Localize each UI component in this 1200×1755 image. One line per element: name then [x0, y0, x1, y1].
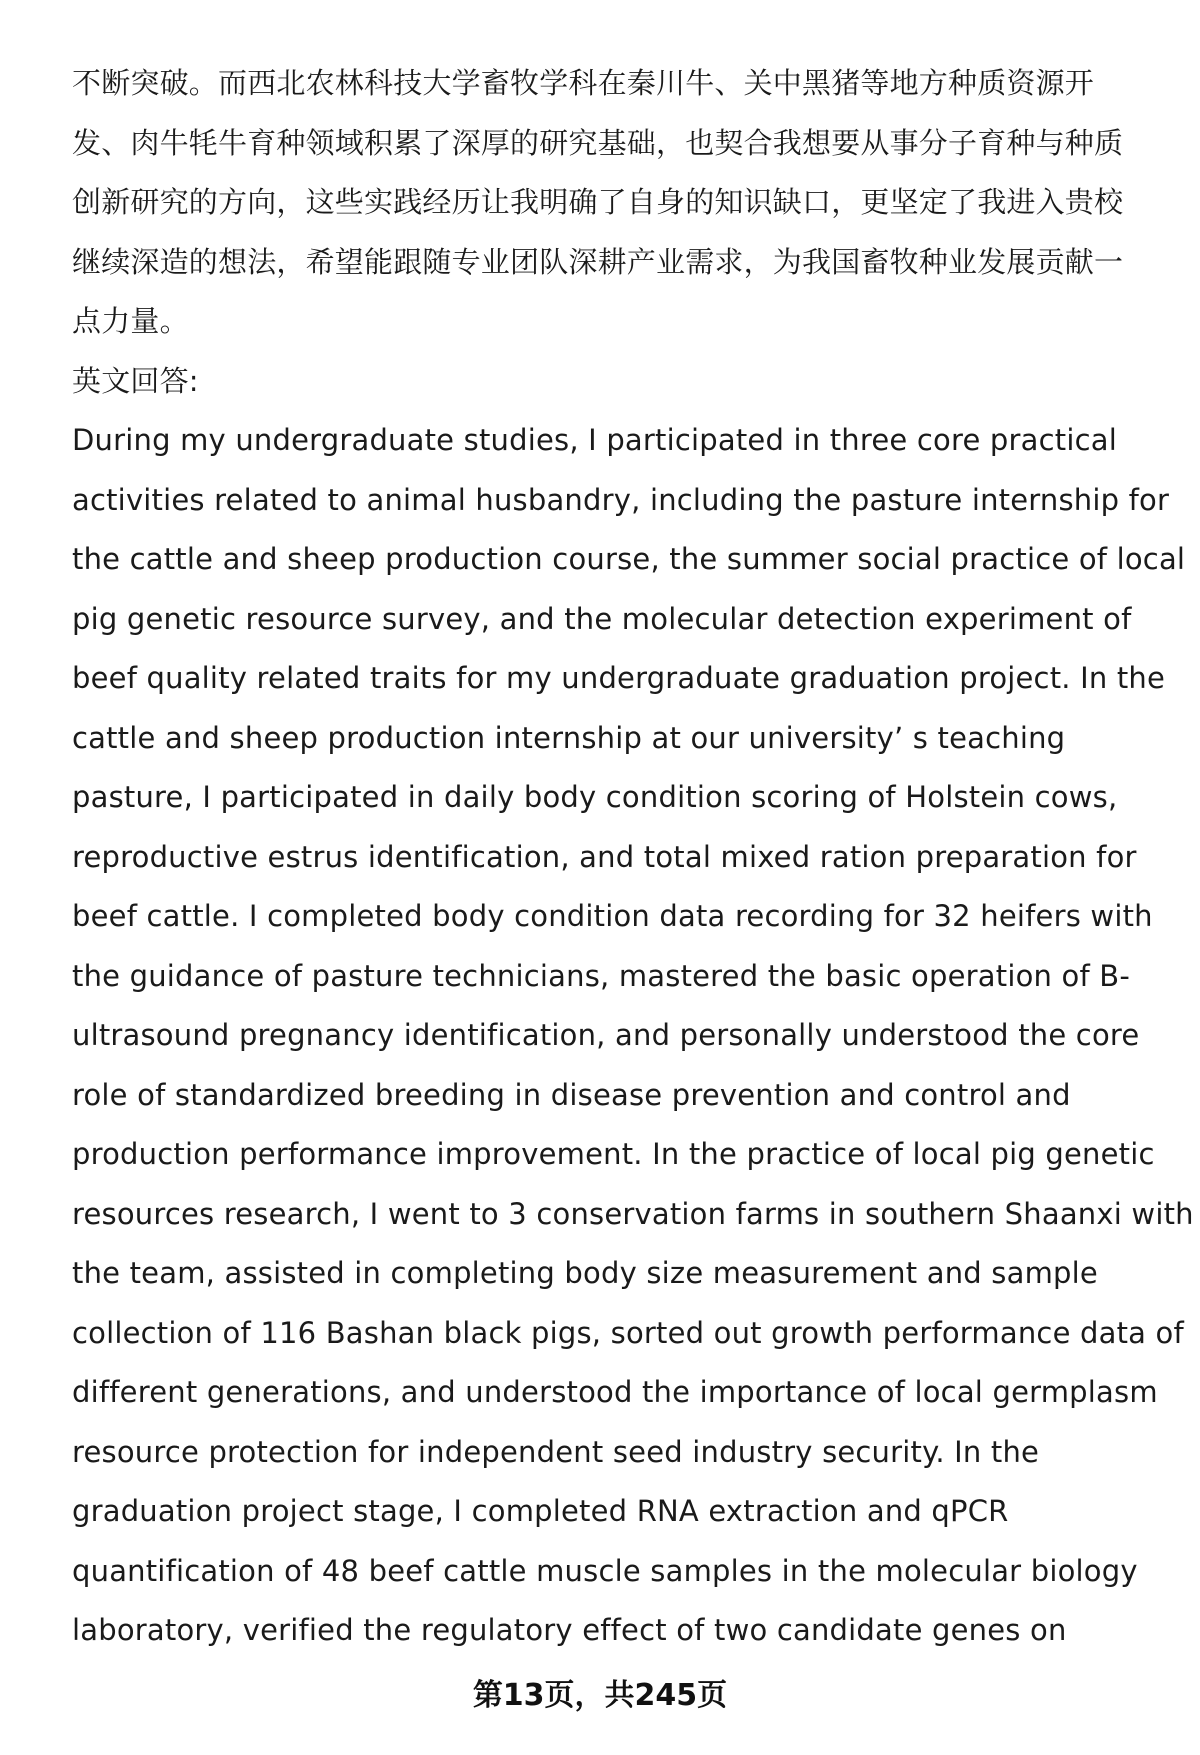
text-line: 点力量。	[72, 304, 189, 338]
text-line: the cattle and sheep production course, the summer social practice of local	[72, 542, 1186, 576]
text-line: resources research, I went to 3 conservation farms in southern Shaanxi with	[72, 1196, 1194, 1231]
text-line: collection of 116 Bashan black pigs, sorted out growth performance data of	[72, 1315, 1184, 1350]
page-number-footer: 第13页，共245页	[472, 1678, 728, 1713]
text-line: 继续深造的想法，希望能跟随专业团队深耕产业需求，为我国畜牧种业发展贡献一	[72, 244, 1124, 279]
text-line: pig genetic resource survey, and the molecular detection experiment of	[72, 601, 1132, 636]
text-line: production performance improvement. In the practice of local pig genetic	[72, 1137, 1155, 1171]
text-line: the team, assisted in completing body size measurement and sample	[72, 1256, 1098, 1290]
page-body-text	[72, 54, 1194, 1661]
text-line: beef cattle. I completed body condition data recording for 32 heifers with	[72, 899, 1153, 933]
text-line: pasture, I participated in daily body condition scoring of Holstein cows,	[72, 780, 1118, 814]
text-line: cattle and sheep production internship at our university’ s teaching	[72, 720, 1066, 755]
text-line: the guidance of pasture technicians, mastered the basic operation of B-	[72, 958, 1131, 993]
text-line: laboratory, verified the regulatory effect of two candidate genes on	[72, 1613, 1067, 1647]
section-label-english-answer: 英文回答:	[72, 363, 199, 398]
text-line: 发、肉牛牦牛育种领域积累了深厚的研究基础，也契合我想要从事分子育种与种质	[72, 125, 1124, 160]
text-line: quantification of 48 beef cattle muscle samples in the molecular biology	[72, 1553, 1138, 1588]
text-line: beef quality related traits for my undergraduate graduation project. In the	[72, 661, 1166, 695]
text-line: resource protection for independent seed industry security. In the	[72, 1434, 1040, 1469]
text-line: 不断突破。而西北农林科技大学畜牧学科在秦川牛、关中黑猪等地方种质资源开	[72, 66, 1095, 100]
text-line: 创新研究的方向，这些实践经历让我明确了自身的知识缺口，更坚定了我进入贵校	[72, 185, 1124, 219]
text-line: different generations, and understood the importance of local germplasm	[72, 1375, 1158, 1409]
text-line: role of standardized breeding in disease prevention and control and	[72, 1077, 1071, 1112]
text-line: reproductive estrus identification, and total mixed ration preparation for	[72, 839, 1137, 874]
text-line: ultrasound pregnancy identification, and personally understood the core	[72, 1018, 1140, 1052]
text-line: activities related to animal husbandry, including the pasture internship for	[72, 482, 1170, 517]
text-line: During my undergraduate studies, I participated in three core practical	[72, 423, 1117, 457]
text-line: graduation project stage, I completed RNA extraction and qPCR	[72, 1494, 1009, 1528]
